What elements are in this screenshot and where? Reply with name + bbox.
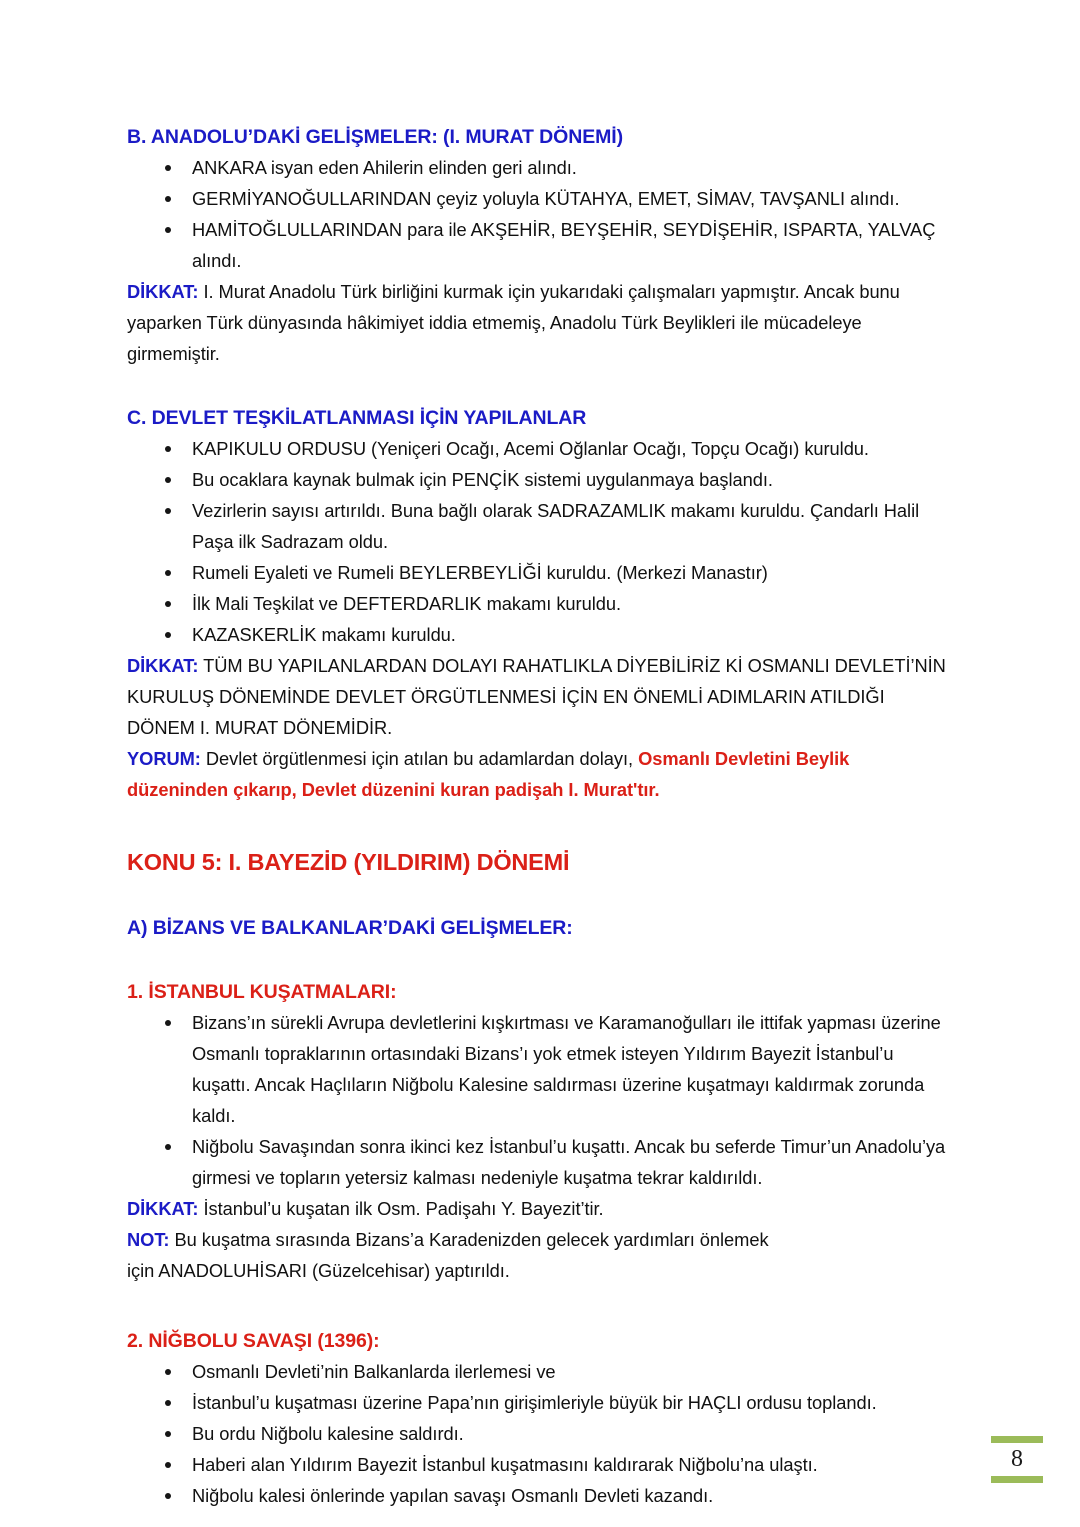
spacer	[127, 1286, 955, 1326]
list-item: KAPIKULU ORDUSU (Yeniçeri Ocağı, Acemi Oğlanlar Ocağı, Topçu Ocağı) kuruldu.	[127, 433, 955, 464]
note-text-emphasis: Osmanlı Devletini Beylik düzeninden çıkarıp, Devlet düzenini kuran padişah I. Murat'tır.	[127, 748, 850, 800]
list-item: Osmanlı Devleti’nin Balkanlarda ilerlemesi ve	[127, 1356, 955, 1387]
list-item: GERMİYANOĞULLARINDAN çeyiz yoluyla KÜTAHYA, EMET, SİMAV, TAVŞANLI alındı.	[127, 183, 955, 214]
note-dikkat-teskilatlanma	[127, 650, 955, 743]
list-item: İlk Mali Teşkilat ve DEFTERDARLIK makamı kuruldu.	[127, 588, 955, 619]
page-footer	[988, 1436, 1046, 1483]
note-not-istanbul-line-2: için ANADOLUHİSARI (Güzelcehisar) yaptırıldı.	[127, 1260, 510, 1281]
note-label-yorum: YORUM:	[127, 748, 201, 769]
note-dikkat-anadolu	[127, 276, 955, 369]
list-item: İstanbul’u kuşatması üzerine Papa’nın girişimleriyle büyük bir HAÇLI ordusu toplandı.	[127, 1387, 955, 1418]
page-content	[127, 122, 955, 1511]
note-label-dikkat: DİKKAT:	[127, 281, 199, 302]
note-text: TÜM BU YAPILANLARDAN DOLAYI RAHATLIKLA DİYEBİLİRİZ Kİ OSMANLI DEVLETİ’NİN KURULUŞ DÖNEMİNDE DEVLET ÖRGÜTLENMESİ İÇİN EN ÖNEMLİ ADIMLARIN ATILDIĞI DÖNEM I. MURAT DÖNEMİDİR.	[127, 655, 946, 738]
list-item: KAZASKERLİK makamı kuruldu.	[127, 619, 955, 650]
list-nigbolu-bullets	[127, 1356, 955, 1511]
note-yorum-teskilatlanma	[127, 743, 955, 805]
footer-bar-top	[991, 1436, 1043, 1443]
heading-nigbolu-savasi: 2. NİĞBOLU SAVAŞI (1396):	[127, 1330, 380, 1352]
note-text-line-1: Bu kuşatma sırasında Bizans’a Karadenizden gelecek yardımları önlemek	[169, 1229, 769, 1250]
list-istanbul-bullets	[127, 1007, 955, 1193]
note-text: I. Murat Anadolu Türk birliğini kurmak için yukarıdaki çalışmaları yapmıştır. Ancak bunu yaparken Türk dünyasında hâkimiyet iddia etmemiş, Anadolu Türk Beylikleri ile mücadeleye girmemiştir.	[127, 281, 900, 364]
footer-bar-bottom	[991, 1476, 1043, 1483]
page-number: 8	[1011, 1446, 1023, 1472]
list-item: ANKARA isyan eden Ahilerin elinden geri alındı.	[127, 152, 955, 183]
note-label-not: NOT:	[127, 1229, 170, 1250]
list-item: HAMİTOĞLULLARINDAN para ile AKŞEHİR, BEYŞEHİR, SEYDİŞEHİR, ISPARTA, YALVAÇ alındı.	[127, 214, 955, 276]
list-item: Niğbolu Savaşından sonra ikinci kez İstanbul’u kuşattı. Ancak bu seferde Timur’un Anadolu’ya girmesi ve topların yetersiz kalması nedeniyle kuşatma tekrar kaldırıldı.	[127, 1131, 955, 1193]
note-text: Devlet örgütlenmesi için atılan bu adamlardan dolayı,	[200, 748, 639, 769]
note-label-dikkat: DİKKAT:	[127, 655, 199, 676]
list-item: Bu ocaklara kaynak bulmak için PENÇİK sistemi uygulanmaya başlandı.	[127, 464, 955, 495]
heading-devlet-teskilatlanmasi: C. DEVLET TEŞKİLATLANMASI İÇİN YAPILANLAR	[127, 407, 587, 429]
heading-konu-5: KONU 5: I. BAYEZİD (YILDIRIM) DÖNEMİ	[127, 849, 570, 875]
list-item: Haberi alan Yıldırım Bayezit İstanbul kuşatmasını kaldırarak Niğbolu’na ulaştı.	[127, 1449, 955, 1480]
spacer	[127, 943, 955, 977]
note-text: İstanbul’u kuşatan ilk Osm. Padişahı Y. Bayezit’tir.	[198, 1198, 604, 1219]
note-dikkat-istanbul	[127, 1193, 955, 1224]
heading-istanbul-kusatmalari: 1. İSTANBUL KUŞATMALARI:	[127, 981, 397, 1003]
heading-anadoludaki-gelismeler: B. ANADOLU’DAKİ GELİŞMELER: (I. MURAT DÖNEMİ)	[127, 126, 623, 148]
list-item: Rumeli Eyaleti ve Rumeli BEYLERBEYLİĞİ kuruldu. (Merkezi Manastır)	[127, 557, 955, 588]
list-item: Bizans’ın sürekli Avrupa devletlerini kışkırtması ve Karamanoğulları ile ittifak yapması üzerine Osmanlı topraklarının ortasındaki Bizans’ı yok etmek isteyen Yıldırım Bayezit İstanbul’u kuşattı. Ancak Haçlıların Niğbolu Kalesine saldırması üzerine kuşatmayı kaldırmak zorunda kaldı.	[127, 1007, 955, 1131]
heading-bizans-ve-balkanlar: A) BİZANS VE BALKANLAR’DAKİ GELİŞMELER:	[127, 917, 573, 939]
list-item: Vezirlerin sayısı artırıldı. Buna bağlı olarak SADRAZAMLIK makamı kuruldu. Çandarlı Halil Paşa ilk Sadrazam oldu.	[127, 495, 955, 557]
list-item: Bu ordu Niğbolu kalesine saldırdı.	[127, 1418, 955, 1449]
list-anadolu-bullets	[127, 152, 955, 276]
spacer	[127, 879, 955, 913]
list-teskilatlanma-bullets	[127, 433, 955, 650]
note-label-dikkat: DİKKAT:	[127, 1198, 199, 1219]
spacer	[127, 805, 955, 845]
spacer	[127, 369, 955, 403]
list-item: Niğbolu kalesi önlerinde yapılan savaşı Osmanlı Devleti kazandı.	[127, 1480, 955, 1511]
note-not-istanbul	[127, 1224, 955, 1255]
